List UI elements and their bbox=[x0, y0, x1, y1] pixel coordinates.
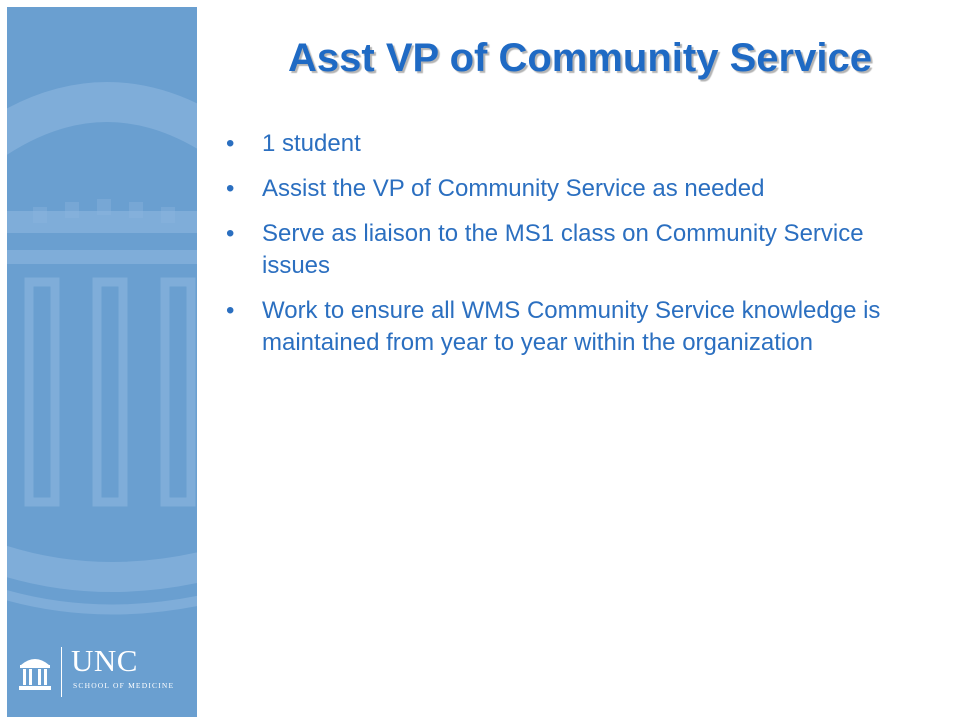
unc-logo bbox=[15, 643, 197, 701]
bullet-glyph: • bbox=[226, 297, 235, 324]
bullet-item bbox=[226, 128, 926, 160]
logo-wordmark: UNC bbox=[71, 643, 138, 678]
bullet-list bbox=[226, 128, 926, 372]
bullet-glyph: • bbox=[226, 220, 235, 247]
bullet-text: Work to ensure all WMS Community Service knowledge is maintained from year to year within the organization bbox=[262, 297, 881, 356]
bullet-item bbox=[226, 295, 926, 359]
logo-subtitle: SCHOOL OF MEDICINE bbox=[73, 681, 175, 690]
bullet-text: 1 student bbox=[262, 130, 361, 157]
old-well-seal-icon bbox=[19, 653, 51, 691]
logo-divider bbox=[61, 647, 62, 697]
sidebar-panel bbox=[7, 7, 197, 717]
bullet-glyph: • bbox=[226, 175, 235, 202]
bullet-item bbox=[226, 218, 926, 282]
old-well-icon bbox=[7, 7, 197, 617]
bullet-text: Serve as liaison to the MS1 class on Community Service issues bbox=[262, 220, 864, 279]
bullet-glyph: • bbox=[226, 130, 235, 157]
bullet-text: Assist the VP of Community Service as needed bbox=[262, 175, 765, 202]
bullet-item bbox=[226, 173, 926, 205]
slide-title: Asst VP of Community Service bbox=[288, 36, 872, 80]
